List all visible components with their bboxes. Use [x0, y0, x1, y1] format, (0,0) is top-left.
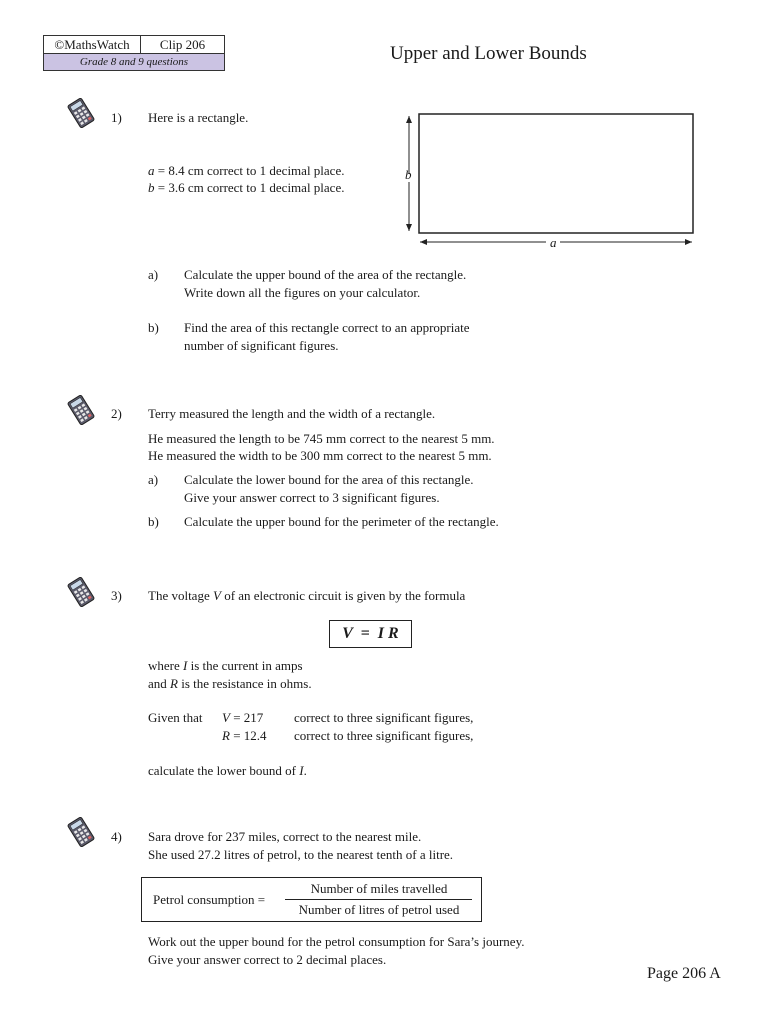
- rectangle-shape: [419, 114, 693, 233]
- fraction-bar: [285, 899, 472, 900]
- brand-label: ©MathsWatch: [44, 36, 141, 53]
- q3-where1: [148, 657, 303, 674]
- q4-line2: She used 27.2 litres of petrol, to the nearest tenth of a litre.: [148, 847, 454, 862]
- page-title: Upper and Lower Bounds: [390, 43, 587, 64]
- rectangle-diagram: [400, 108, 700, 250]
- var-r: R: [222, 728, 230, 743]
- q3-intro-post: of an electronic circuit is given by the formula: [220, 588, 466, 603]
- var-r: R: [170, 676, 178, 691]
- question-number: 1): [111, 110, 122, 125]
- q2-part-a-label: a): [148, 472, 159, 487]
- diagram-label-a: a: [550, 235, 557, 250]
- q1-part-a-line2: Write down all the figures on your calculator.: [184, 285, 421, 300]
- calculator-icon: [66, 98, 96, 128]
- diagram-label-b: b: [405, 167, 412, 182]
- grade-label: Grade 8 and 9 questions: [44, 54, 224, 70]
- q3-v-num: = 217: [229, 710, 264, 725]
- petrol-formula-numerator: Number of miles travelled: [310, 881, 448, 896]
- q3-given-label: Given that: [148, 710, 203, 725]
- var-i: I: [299, 763, 304, 778]
- q3-sigfig-2: correct to three significant figures,: [294, 728, 474, 743]
- q3-ask: [148, 762, 307, 779]
- formula-box: [329, 620, 412, 648]
- calculator-icon: [66, 817, 96, 847]
- q2-part-a-line2: Give your answer correct to 3 significant figures.: [184, 490, 440, 505]
- petrol-formula-box: [141, 877, 482, 922]
- q2-intro: Terry measured the length and the width of a rectangle.: [148, 406, 436, 421]
- q1-b-text: = 3.6 cm correct to 1 decimal place.: [154, 180, 345, 195]
- calculator-icon: [66, 395, 96, 425]
- q3-r-value: [222, 727, 267, 744]
- petrol-formula-denominator: Number of litres of petrol used: [298, 902, 460, 917]
- q3-intro: [148, 587, 465, 604]
- q3-sigfig-1: correct to three significant figures,: [294, 710, 474, 725]
- q1-part-a-line1: Calculate the upper bound of the area of the rectangle.: [184, 267, 467, 282]
- clip-label: Clip 206: [159, 37, 206, 52]
- q1-part-b-line2: number of significant figures.: [184, 338, 339, 353]
- q3-where1-pre: where: [148, 658, 184, 673]
- q3-ask-post: .: [303, 763, 307, 778]
- q3-v-value: [222, 709, 263, 726]
- q4-ask2: Give your answer correct to 2 decimal places.: [148, 952, 387, 967]
- q4-ask1: Work out the upper bound for the petrol consumption for Sara’s journey.: [148, 934, 525, 949]
- q3-r-num: = 12.4: [229, 728, 267, 743]
- q1-a-value: [148, 162, 344, 179]
- q4-line1: Sara drove for 237 miles, correct to the nearest mile.: [148, 829, 422, 844]
- var-i: I: [183, 658, 188, 673]
- question-number: 2): [111, 406, 122, 421]
- question-number: 3): [111, 588, 122, 603]
- q1-part-b-line1: Find the area of this rectangle correct to an appropriate: [184, 320, 470, 335]
- var-v: V: [212, 588, 221, 603]
- question-number: 4): [111, 829, 122, 844]
- q3-where2-post: is the resistance in ohms.: [177, 676, 312, 691]
- page-number: Page 206 A: [647, 965, 721, 982]
- q2-part-b-line1: Calculate the upper bound for the perimeter of the rectangle.: [184, 514, 499, 529]
- formula-text: V = I R: [342, 625, 399, 642]
- calculator-icon: [66, 577, 96, 607]
- clip-header: [43, 35, 225, 71]
- var-b: b: [148, 180, 155, 195]
- q2-line1: He measured the length to be 745 mm correct to the nearest 5 mm.: [148, 431, 495, 446]
- q1-intro: Here is a rectangle.: [148, 110, 249, 125]
- q1-b-value: [148, 179, 344, 196]
- q1-a-text: = 8.4 cm correct to 1 decimal place.: [154, 163, 345, 178]
- var-v: V: [222, 710, 230, 725]
- q1-part-a-label: a): [148, 267, 159, 282]
- q2-part-b-label: b): [148, 514, 159, 529]
- q3-where2: [148, 675, 312, 692]
- q2-line2: He measured the width to be 300 mm correct to the nearest 5 mm.: [148, 448, 492, 463]
- q2-part-a-line1: Calculate the lower bound for the area of this rectangle.: [184, 472, 474, 487]
- q3-intro-pre: The voltage: [148, 588, 213, 603]
- q3-ask-pre: calculate the lower bound of: [148, 763, 300, 778]
- var-a: a: [148, 163, 155, 178]
- petrol-formula-label: Petrol consumption =: [153, 892, 266, 907]
- q3-where1-post: is the current in amps: [187, 658, 303, 673]
- q3-where2-pre: and: [148, 676, 171, 691]
- q1-part-b-label: b): [148, 320, 159, 335]
